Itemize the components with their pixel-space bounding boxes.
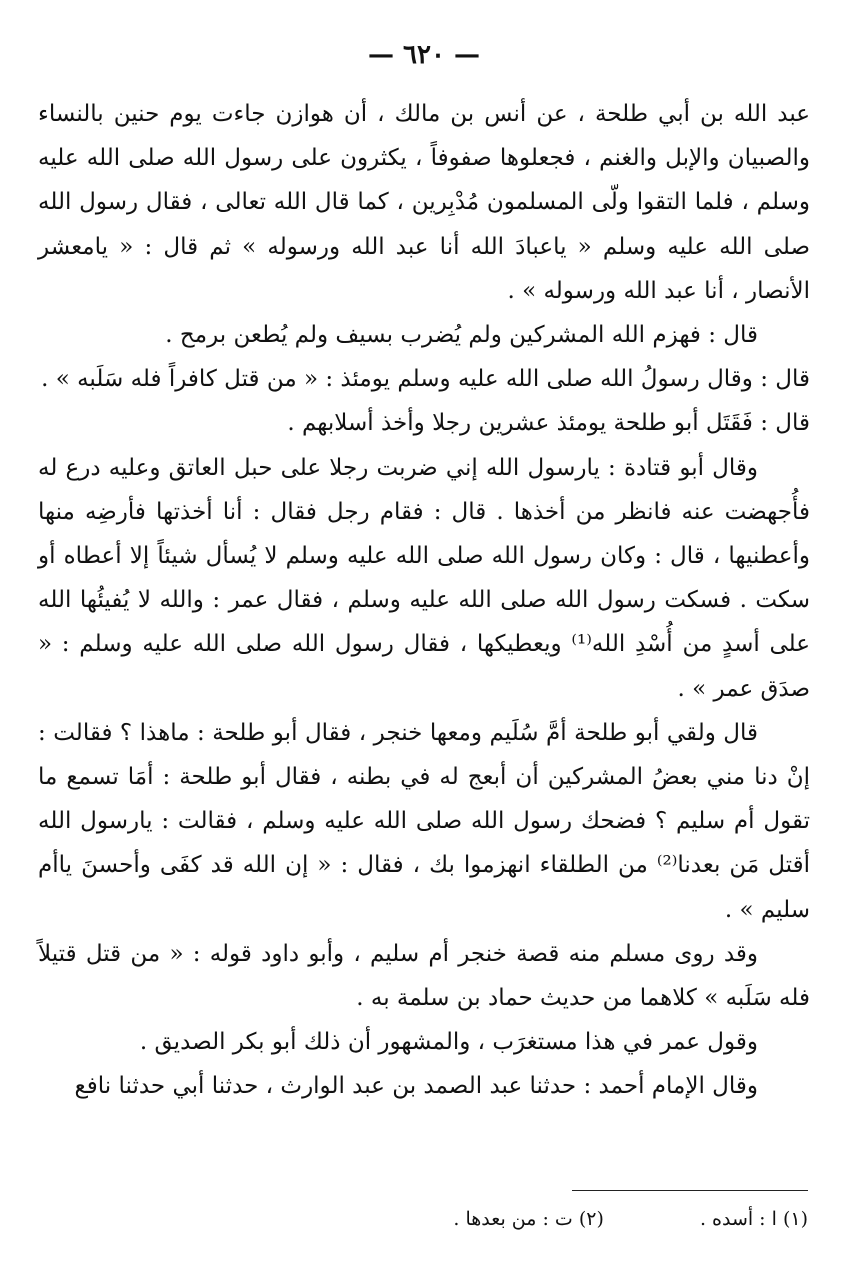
- paragraph: قال : وقال رسولُ الله صلى الله عليه وسلم يومئذ : « من قتل كافراً فله سَلَبه » .: [41, 366, 810, 393]
- paragraph: وقد روى مسلم منه قصة خنجر أم سليم ، وأبو داود قوله : « من قتل قتيلاً فله سَلَبه » كلاهما من حديث حماد بن سلمة به .: [38, 940, 810, 1012]
- footnote-divider: [572, 1190, 808, 1191]
- paragraph: قال : فَقَتَل أبو طلحة يومئذ عشرين رجلا وأخذ أسلابهم .: [287, 410, 810, 437]
- paragraph: عبد الله بن أبي طلحة ، عن أنس بن مالك ، أن هوازن جاءت يوم حنين بالنساء والصبيان والإبل والغنم ، فجعلوها صفوفاً ، يكثرون على رسول الله صلى الله عليه وسلم ، فلما التقوا ولّى المسلمون مُدْبِرين ، كما قال الله تعالى ، فقال رسول الله صلى الله عليه وسلم « ياعبادَ الله أنا عبد الله ورسوله » ثم قال : « يامعشر الأنصار ، أنا عبد الله ورسوله » .: [38, 101, 810, 304]
- paragraph: وقال الإمام أحمد : حدثنا عبد الصمد بن عبد الوارث ، حدثنا أبي حدثنا نافع: [74, 1073, 758, 1100]
- paragraph: قال ولقي أبو طلحة أمَّ سُلَيم ومعها خنجر ، فقال أبو طلحة : ماهذا ؟ فقالت : إنْ دنا مني بعضُ المشركين أن أبعج له في بطنه ، فقال أبو طلحة : أمَا تسمع ما تقول أم سليم ؟ فضحك رسول الله صلى الله عليه وسلم ، فقالت : يارسول الله أقتل مَن بعدنا⁽²⁾ من الطلقاء انهزموا بك ، فقال : « إن الله قد كفَى وأحسنَ ياأم سليم » .: [38, 719, 810, 923]
- page-number: — ٦٢٠ —: [367, 40, 481, 70]
- footnote-1: (١) ا : أسده .: [699, 1208, 808, 1230]
- paragraph: وقال أبو قتادة : يارسول الله إني ضربت رجلا على حبل العاتق وعليه درع له فأُجهضت عنه فانظر من أخذها . قال : فقام رجل فقال : أنا أخذتها فأرضِه منها وأعطنيها ، قال : وكان رسول الله صلى الله عليه وسلم لا يُسأل شيئاً إلا أعطاه أو سكت . فسكت رسول الله صلى الله عليه وسلم ، فقال عمر : والله لا يُفيئُها الله على أسدٍ من أُسْدِ الله⁽¹⁾ ويعطيكها ، فقال رسول الله صلى الله عليه وسلم : « صدَق عمر » .: [38, 454, 810, 702]
- body-text: [38, 92, 810, 1109]
- footnote-2: (٢) ت : من بعدها .: [453, 1208, 604, 1230]
- paragraph: قال : فهزم الله المشركين ولم يُضرب بسيف ولم يُطعن برمح .: [165, 322, 758, 349]
- footnotes: [330, 1205, 808, 1233]
- paragraph: وقول عمر في هذا مستغرَب ، والمشهور أن ذلك أبو بكر الصديق .: [139, 1029, 758, 1056]
